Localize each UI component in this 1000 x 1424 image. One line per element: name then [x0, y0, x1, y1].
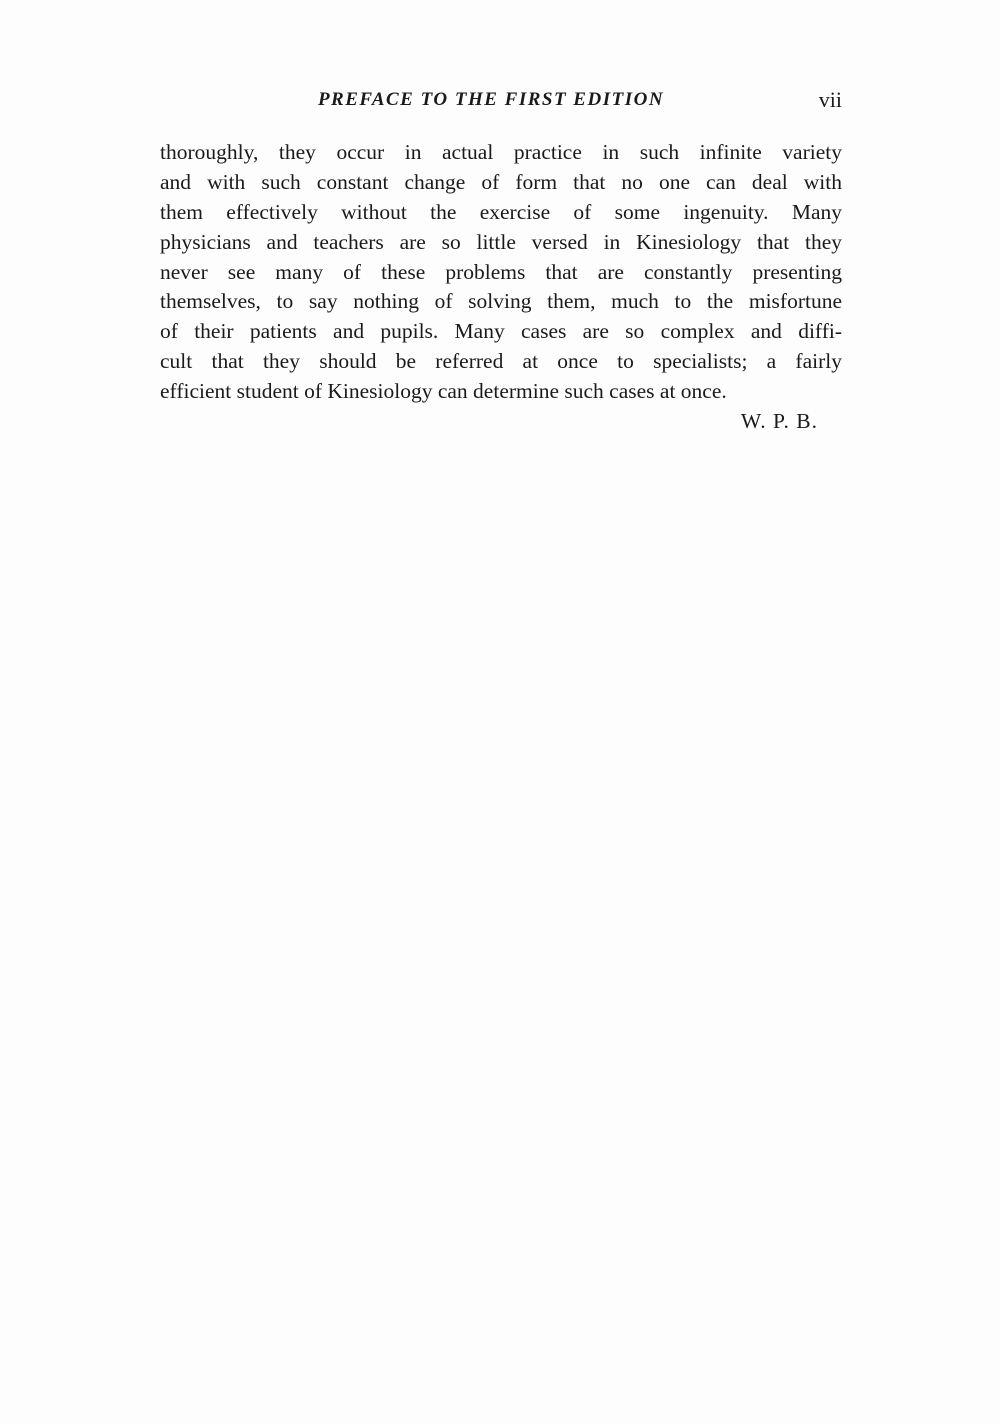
running-head [160, 86, 842, 116]
author-initials: W. P. B. [740, 409, 818, 434]
text-line: and with such constant change of form that no one can deal with [160, 169, 842, 194]
text-line: physicians and teachers are so little versed in Kinesiology that they [160, 229, 842, 254]
text-line: efficient student of Kinesiology can determine such cases at once. [160, 379, 727, 404]
text-line: themselves, to say nothing of solving them, much to the misfortune [160, 289, 842, 314]
text-line: never see many of these problems that are constantly presenting [160, 259, 842, 284]
text-line: thoroughly, they occur in actual practice in such infinite variety [160, 140, 842, 164]
text-line: cult that they should be referred at once to specialists; a fairly [160, 349, 842, 374]
text-line: them effectively without the exercise of some ingenuity. Many [160, 199, 842, 224]
preface-body [160, 138, 842, 437]
running-title: PREFACE TO THE FIRST EDITION [317, 89, 665, 110]
text-line: of their patients and pupils. Many cases are so complex and diffi- [160, 319, 842, 344]
page-number: vii [818, 87, 842, 112]
